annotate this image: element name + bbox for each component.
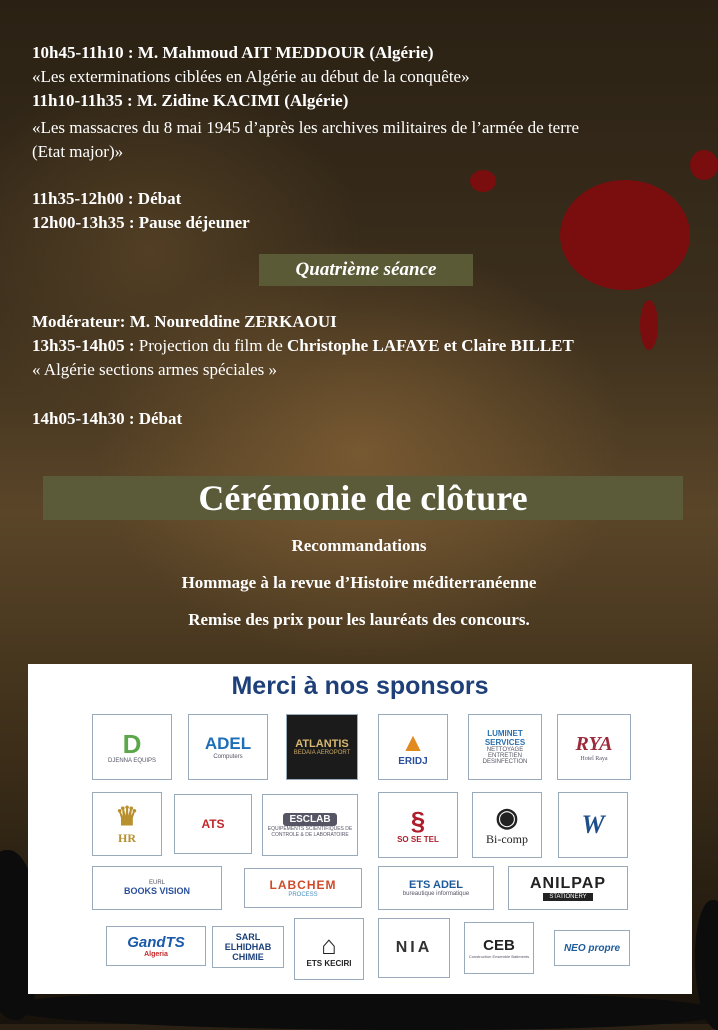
sponsor-logo-sub: Computers: [213, 754, 243, 760]
sponsor-logo-sub: Algeria: [144, 951, 168, 958]
sponsor-logo-icon: §: [410, 805, 426, 836]
sponsor-logo-name: ESCLAB: [283, 813, 336, 826]
program-line: 11h10-11h35 : M. Zidine KACIMI (Algérie): [32, 91, 349, 110]
sponsor-logo-sub: NETTOYAGE ENTRETIEN DESINFECTION: [482, 747, 528, 765]
projection-names: Christophe LAFAYE et Claire BILLET: [287, 336, 574, 355]
sponsor-logo: [212, 926, 284, 968]
sponsor-logo-name: Bi-comp: [486, 831, 528, 846]
blood-splatter-drop: [640, 300, 658, 350]
sponsor-logo-name: GandTS: [127, 934, 185, 951]
program-line: 10h45-11h10 : M. Mahmoud AIT MEDDOUR (Algérie): [32, 43, 434, 62]
sponsor-logo-icon: ⌂: [321, 929, 337, 960]
projection-time: 13h35-14h05 :: [32, 336, 135, 355]
sponsor-logo: [378, 792, 458, 858]
sponsor-logo: [294, 918, 364, 980]
sponsor-logo-icon: ◉: [495, 802, 519, 832]
sponsor-logo-name: NIA: [395, 939, 433, 956]
projection-line: [32, 335, 574, 357]
sponsor-logo-name: ERIDJ: [398, 755, 428, 767]
sponsor-logo: [106, 926, 206, 966]
blood-splatter-drop: [470, 170, 496, 192]
sponsor-logo-sub: STATIONERY: [543, 893, 592, 901]
sponsor-logo: [92, 792, 162, 856]
sponsor-logo-name: ATS: [201, 817, 225, 831]
sponsor-logo-name: D: [122, 729, 142, 759]
sponsor-logo: [558, 792, 628, 858]
sponsor-logo-name: SO SE TEL: [397, 834, 439, 844]
sponsor-logo: [378, 866, 494, 910]
sponsor-logo-name: ADEL: [204, 734, 252, 753]
debat-line: 14h05-14h30 : Débat: [32, 409, 183, 428]
sponsor-logo: [244, 868, 362, 908]
closing-item: Remise des prix pour les lauréats des concours.: [188, 610, 530, 629]
sponsor-logo-name: LUMINET SERVICES: [484, 729, 526, 747]
sponsors-title: Merci à nos sponsors: [231, 672, 489, 700]
sponsor-logo-icon: ♛: [115, 801, 139, 831]
sponsor-logo-sub: EQUIPEMENTS SCIENTIFIQUES DE CONTROLE & DE LABORATOIRE: [267, 825, 353, 838]
ink-stain-bottom: [0, 990, 718, 1030]
sponsor-logo: [378, 918, 450, 978]
sponsor-logo: [378, 714, 448, 780]
sponsor-logo-name: ETS KECIRI: [306, 958, 352, 968]
sponsor-logo-sub: DJENNA EQUIPS: [107, 758, 156, 764]
sponsor-logo-name: W: [581, 810, 605, 839]
sponsor-logo-name: HR: [118, 830, 136, 845]
sponsor-logo-name: NEO propre: [563, 942, 621, 954]
sponsor-logo: [472, 792, 542, 858]
session-heading: Quatrième séance: [259, 254, 473, 286]
sponsor-logo-sub: EURL: [148, 880, 165, 886]
blood-splatter: [560, 180, 690, 290]
program-line: «Les exterminations ciblées en Algérie au début de la conquête»: [32, 67, 470, 86]
sponsor-logo-sub: Construction Ensemble Batiments: [468, 954, 530, 959]
sponsor-logo-name: RYA: [575, 732, 613, 755]
sponsor-logo-name: BOOKS VISION: [123, 886, 190, 896]
film-title: « Algérie sections armes spéciales »: [32, 360, 278, 379]
sponsor-logo-name: ATLANTIS: [295, 738, 349, 750]
program-line: «Les massacres du 8 mai 1945 d’après les archives militaires de l’armée de terre: [32, 118, 580, 137]
blood-splatter-drop: [690, 150, 718, 180]
sponsor-logo-icon: ▲: [400, 726, 426, 757]
sponsor-logo-name: ETS ADEL: [409, 879, 463, 891]
sponsor-logo: [188, 714, 268, 780]
sponsor-logo: [464, 922, 534, 974]
sponsor-logo-name: SARL ELHIDHAB CHIMIE: [224, 932, 272, 962]
program-line: 11h35-12h00 : Débat: [32, 189, 182, 208]
sponsor-logo-sub: Hotel Raya: [580, 755, 608, 762]
sponsor-logo: [92, 714, 172, 780]
sponsor-logo: [468, 714, 542, 780]
program-line: (Etat major)»: [32, 142, 124, 161]
sponsor-logo: [557, 714, 631, 780]
sponsor-logo: [174, 794, 252, 854]
sponsor-logo: [92, 866, 222, 910]
sponsor-logo-name: CEB: [483, 937, 515, 954]
sponsors-panel: [28, 664, 692, 994]
projection-text: Projection du film de: [134, 336, 287, 355]
sponsor-logo: [508, 866, 628, 910]
sponsor-logo-name: ANILPAP: [529, 875, 607, 892]
moderator-line: Modérateur: M. Noureddine ZERKAOUI: [32, 312, 337, 331]
closing-ceremony-title: Cérémonie de clôture: [43, 476, 683, 520]
sponsor-logo-sub: PROCESS: [288, 892, 318, 898]
sponsor-logo: [286, 714, 358, 780]
sponsor-logo: [262, 794, 358, 856]
program-line: 12h00-13h35 : Pause déjeuner: [32, 213, 250, 232]
closing-item: Hommage à la revue d’Histoire méditerranéenne: [181, 573, 537, 592]
sponsor-logo-sub: BEDAIA AEROPORT: [293, 750, 351, 756]
closing-item: Recommandations: [291, 536, 427, 555]
sponsor-logo-sub: bureautique informatique: [402, 891, 470, 897]
sponsor-logo-name: LABCHEM: [269, 878, 337, 892]
sponsor-logo: [554, 930, 630, 966]
